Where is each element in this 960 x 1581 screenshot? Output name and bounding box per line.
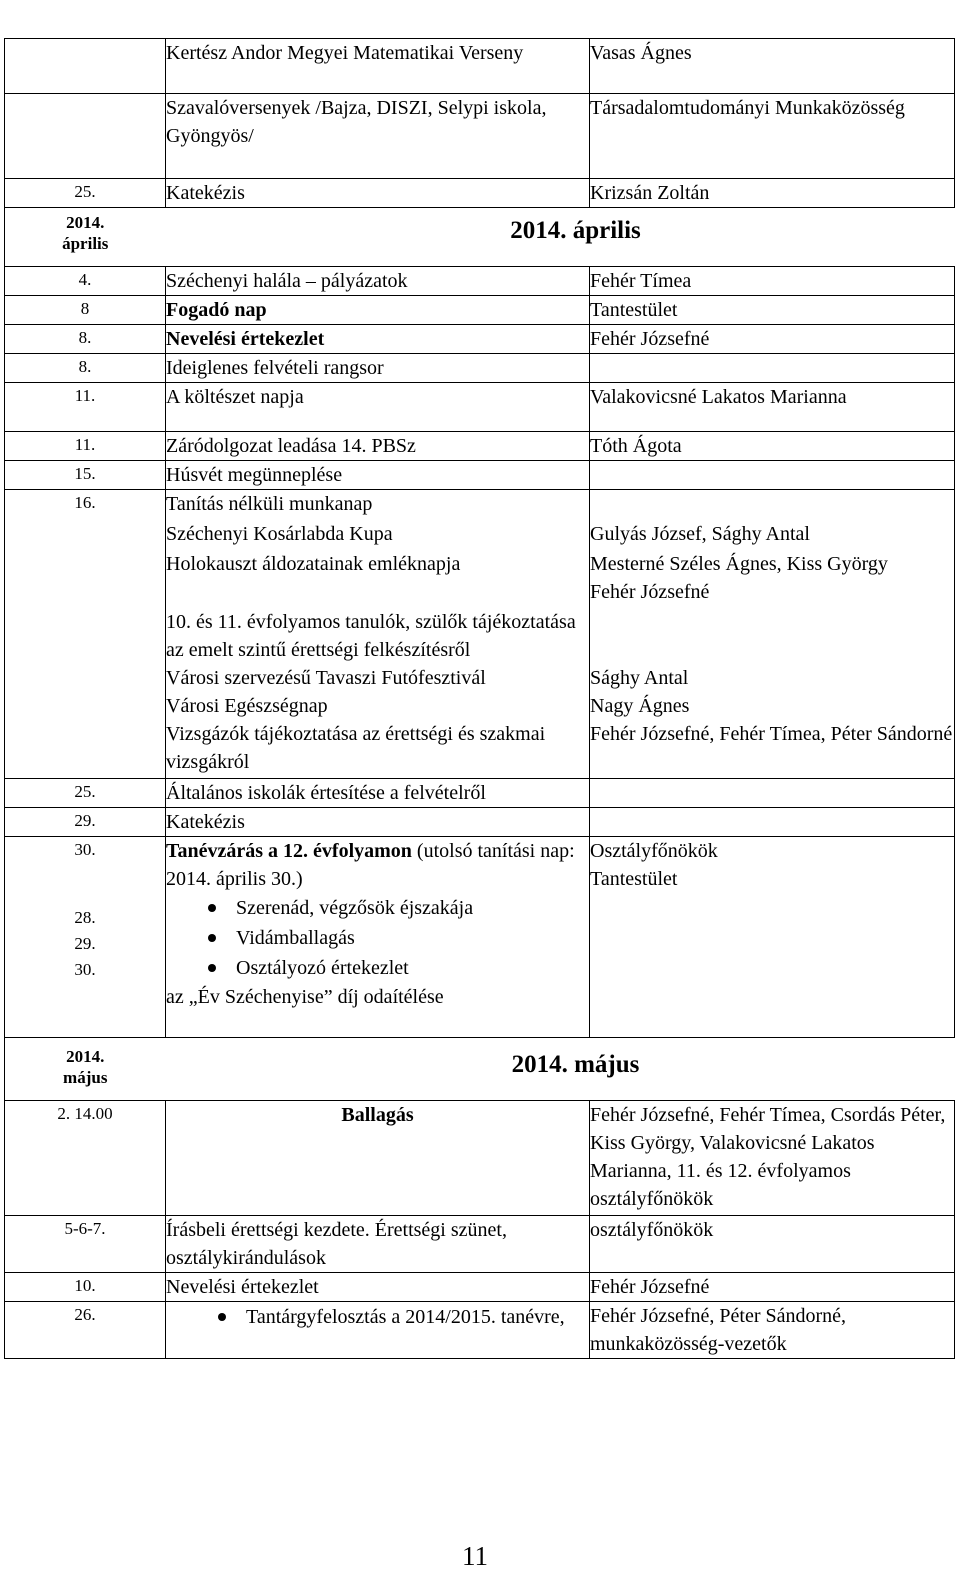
event-cell: Katekézis <box>166 179 590 208</box>
event-line: Széchenyi Kosárlabda Kupa <box>166 523 393 545</box>
list-item <box>236 923 589 953</box>
table-row <box>5 1302 955 1359</box>
date-cell: 15. <box>5 461 166 490</box>
responsible-cell: Fehér Józsefné <box>590 1273 955 1302</box>
responsible-line: Fehér Józsefné <box>590 581 710 603</box>
date-text: 2. 14.00 <box>57 1104 113 1123</box>
date-line: 28. <box>74 908 96 927</box>
date-cell: 8. <box>5 325 166 354</box>
month-header-row <box>5 208 955 267</box>
bullet-icon <box>208 964 216 972</box>
month-empty-cell <box>590 208 955 267</box>
event-line: Tanítás nélküli munkanap <box>166 493 373 515</box>
table-row <box>5 179 955 208</box>
event-cell: Kertész Andor Megyei Matematikai Verseny <box>166 39 590 94</box>
month-title-cell <box>166 1038 640 1101</box>
responsible-cell <box>590 490 955 779</box>
event-line: Vizsgázók tájékoztatása az érettségi és szakmai vizsgákról <box>166 723 546 773</box>
schedule-table <box>4 38 955 1359</box>
event-bold: Tanévzárás a 12. évfolyamon <box>166 840 412 862</box>
date-cell: 26. <box>5 1302 166 1359</box>
date-cell <box>5 94 166 179</box>
list-item-text: Vidámballagás <box>236 927 355 949</box>
event-line: Városi Egészségnap <box>166 695 328 717</box>
table-row <box>5 39 955 94</box>
event-cell: Szavalóversenyek /Bajza, DISZI, Selypi iskola, Gyöngyös/ <box>166 94 590 179</box>
month-title: 2014. április <box>510 217 641 244</box>
month-empty-cell <box>590 1038 955 1101</box>
table-row <box>5 461 955 490</box>
date-cell: 5-6-7. <box>5 1216 166 1273</box>
date-cell: 16. <box>5 490 166 779</box>
date-cell: 25. <box>5 779 166 808</box>
event-line: Holokauszt áldozatainak emléknapja <box>166 553 461 575</box>
month-small-label: 2014. május <box>63 1047 108 1087</box>
event-line: Városi szervezésű Tavaszi Futófesztivál <box>166 667 486 689</box>
date-cell <box>5 1101 166 1216</box>
event-cell: Írásbeli érettségi kezdete. Érettségi szünet, osztálykirándulások <box>166 1216 590 1273</box>
table-row <box>5 296 955 325</box>
responsible-cell <box>590 354 955 383</box>
bullet-list <box>166 1302 589 1332</box>
month-header-row <box>5 1038 955 1101</box>
event-line: 10. és 11. évfolyamos tanulók, szülők tájékoztatása az emelt szintű érettségi felkészítésről <box>166 611 576 661</box>
date-cell <box>5 39 166 94</box>
event-cell: Általános iskolák értesítése a felvételről <box>166 779 590 808</box>
event-cell: Nevelési értekezlet <box>166 1273 590 1302</box>
month-title-cell <box>166 208 641 267</box>
table-row <box>5 383 955 432</box>
responsible-line: Sághy Antal <box>590 667 689 689</box>
list-item <box>236 893 589 923</box>
list-item <box>246 1302 589 1332</box>
table-row <box>5 94 955 179</box>
date-cell: 11. <box>5 432 166 461</box>
responsible-cell: osztályfőnökök <box>590 1216 955 1273</box>
event-cell: Ballagás <box>166 1101 590 1216</box>
event-cell: Fogadó nap <box>166 296 590 325</box>
table-row <box>5 325 955 354</box>
bullet-icon <box>208 904 216 912</box>
page-number: 11 <box>462 1541 488 1571</box>
table-row <box>5 1101 955 1216</box>
event-cell: Nevelési értekezlet <box>166 325 590 354</box>
event-cell: Széchenyi halála – pályázatok <box>166 267 590 296</box>
event-rest: (utolsó tanítási nap: 2014. április 30.) <box>166 840 575 890</box>
responsible-cell <box>590 779 955 808</box>
responsible-cell: Tóth Ágota <box>590 432 955 461</box>
date-line: 30. <box>74 960 96 979</box>
month-title: 2014. május <box>511 1051 640 1078</box>
event-cell: Húsvét megünneplése <box>166 461 590 490</box>
month-small-label: 2014. április <box>62 213 109 253</box>
table-row <box>5 808 955 837</box>
date-cell: 25. <box>5 179 166 208</box>
responsible-line: Gulyás József, Sághy Antal <box>590 523 810 545</box>
event-cell <box>166 837 590 1038</box>
responsible-cell <box>590 837 955 1038</box>
responsible-line: Mesterné Széles Ágnes, Kiss György <box>590 553 888 575</box>
date-cell: 29. <box>5 808 166 837</box>
list-item-text: Osztályozó értekezlet <box>236 957 409 979</box>
responsible-cell <box>590 808 955 837</box>
date-cell: 11. <box>5 383 166 432</box>
month-label-cell <box>5 1038 166 1101</box>
event-cell: Katekézis <box>166 808 590 837</box>
table-row <box>5 432 955 461</box>
event-cell: Ideiglenes felvételi rangsor <box>166 354 590 383</box>
responsible-cell: Krizsán Zoltán <box>590 179 955 208</box>
month-label-cell <box>5 208 166 267</box>
responsible-cell: Fehér Tímea <box>590 267 955 296</box>
event-cell: A költészet napja <box>166 383 590 432</box>
list-item <box>236 953 589 983</box>
responsible-cell: Fehér Józsefné, Fehér Tímea, Csordás Péter, Kiss György, Valakovicsné Lakatos Marianna, 11. és 12. évfolyamos osztályfőnökök <box>590 1101 955 1216</box>
table-row <box>5 267 955 296</box>
responsible-line: Fehér Józsefné, Fehér Tímea, Péter Sándorné <box>590 723 953 745</box>
table-row <box>5 490 955 779</box>
date-line: 29. <box>74 934 96 953</box>
responsible-cell: Valakovicsné Lakatos Marianna <box>590 383 955 432</box>
date-line: 30. <box>74 840 96 859</box>
responsible-cell: Fehér Józsefné, Péter Sándorné, munkaközösség-vezetők <box>590 1302 955 1359</box>
list-item-text: Szerenád, végzősök éjszakája <box>236 897 474 919</box>
date-cell <box>5 837 166 1038</box>
responsible-line: Nagy Ágnes <box>590 695 690 717</box>
responsible-line: Tantestület <box>590 868 678 890</box>
responsible-cell: Tantestület <box>590 296 955 325</box>
date-cell: 4. <box>5 267 166 296</box>
table-row <box>5 1216 955 1273</box>
event-cell <box>166 490 590 779</box>
table-row <box>5 354 955 383</box>
table-row <box>5 837 955 1038</box>
date-cell: 8 <box>5 296 166 325</box>
bullet-icon <box>208 934 216 942</box>
date-cell: 8. <box>5 354 166 383</box>
responsible-cell: Társadalomtudományi Munkaközösség <box>590 94 955 179</box>
list-item-text: Tantárgyfelosztás a 2014/2015. tanévre, <box>246 1306 565 1328</box>
responsible-line <box>590 490 954 518</box>
date-cell: 10. <box>5 1273 166 1302</box>
responsible-line: Osztályfőnökök <box>590 840 718 862</box>
table-row <box>5 779 955 808</box>
bullet-icon <box>218 1313 226 1321</box>
responsible-cell <box>590 461 955 490</box>
responsible-cell: Fehér Józsefné <box>590 325 955 354</box>
event-cell: Záródolgozat leadása 14. PBSz <box>166 432 590 461</box>
event-line: az „Év Széchenyise” díj odaítélése <box>166 986 444 1008</box>
table-row <box>5 1273 955 1302</box>
event-cell <box>166 1302 590 1359</box>
responsible-cell: Vasas Ágnes <box>590 39 955 94</box>
bullet-list <box>166 893 589 983</box>
